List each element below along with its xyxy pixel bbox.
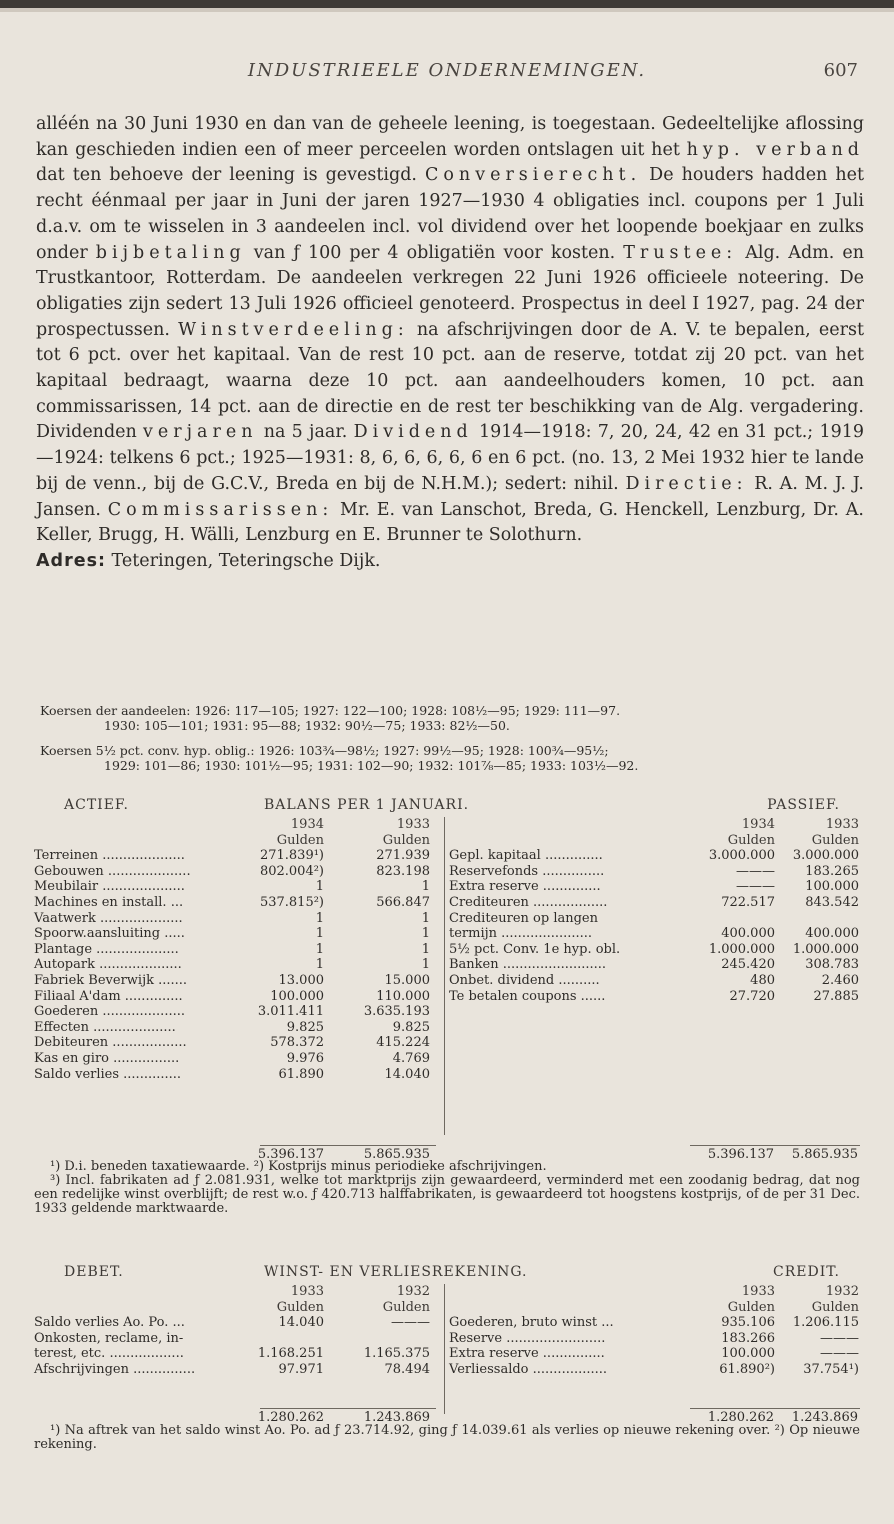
row-value-1: 100.000 <box>270 988 324 1004</box>
row-label: Terreinen .................... <box>34 848 185 864</box>
passief-heading: PASSIEF. <box>767 797 840 813</box>
row-value-1: 27.720 <box>729 988 775 1004</box>
unit-label: Gulden <box>382 1299 430 1315</box>
unit-label: Gulden <box>727 832 775 848</box>
unit-header-row <box>449 833 865 849</box>
table-row <box>34 1315 434 1331</box>
row-value-1: 183.266 <box>721 1330 775 1346</box>
row-label: Crediteuren op langen <box>449 910 598 926</box>
table-row <box>449 1315 865 1331</box>
row-value-2: 1 <box>421 941 430 957</box>
spaced-term: Conversierecht. <box>425 165 642 186</box>
row-label: Saldo verlies .............. <box>34 1066 182 1082</box>
table-row <box>34 989 434 1005</box>
row-value-2: 415.224 <box>376 1035 430 1051</box>
actief-total-1934: 5.396.137 <box>257 1147 324 1162</box>
row-label: Banken ......................... <box>449 957 607 973</box>
table-row <box>34 911 434 927</box>
year-header-row <box>34 1284 434 1300</box>
row-value-2: 9.825 <box>392 1019 430 1035</box>
row-value-2: 843.542 <box>805 894 859 910</box>
row-value-2: 78.494 <box>384 1361 430 1377</box>
body-text-run: dat ten behoeve der leening is gevestigd. <box>36 165 425 186</box>
row-label: Goederen, bruto winst ... <box>449 1315 614 1331</box>
table-row <box>449 1346 865 1362</box>
row-value-1: 61.890²) <box>719 1361 775 1377</box>
credit-total-1932: 1.243.869 <box>791 1410 858 1425</box>
credit-heading: CREDIT. <box>773 1264 840 1280</box>
table-row <box>34 926 434 942</box>
body-text-run: R. A. M. J. J. Jansen. <box>36 473 864 520</box>
row-label: 5½ pct. Conv. 1e hyp. obl. <box>449 941 621 957</box>
row-value-1: 271.839¹) <box>259 848 324 864</box>
row-value-1: 1 <box>315 941 324 957</box>
row-value-1: 802.004²) <box>259 863 324 879</box>
table-row <box>449 926 865 942</box>
spaced-term: Dividend <box>353 422 473 443</box>
page-header <box>0 60 894 88</box>
row-label: Kas en giro ................ <box>34 1050 180 1066</box>
bond-prices-line-2: 1929: 101—86; 1930: 101½—95; 1931: 102—90; 1932: 101⅞—85; 1933: 103½—92. <box>104 758 639 773</box>
row-label: Meubilair .................... <box>34 879 185 895</box>
credit-total-1933: 1.280.262 <box>707 1410 774 1425</box>
footnote-1-2: ¹) D.i. beneden taxatiewaarde. ²) Kostprijs minus periodieke afschrijvingen. <box>50 1159 547 1174</box>
address-label: Adres: <box>36 550 106 571</box>
unit-label: Gulden <box>382 832 430 848</box>
row-value-1: 1.000.000 <box>708 941 775 957</box>
table-row <box>449 895 865 911</box>
passief-total-1933: 5.865.935 <box>791 1147 858 1162</box>
table-row <box>449 1362 865 1378</box>
row-label: Extra reserve ............... <box>449 1346 605 1362</box>
unit-label: Gulden <box>811 1299 859 1315</box>
row-label: Reserve ........................ <box>449 1330 606 1346</box>
row-value-2: ——— <box>820 1346 859 1362</box>
row-label: Gepl. kapitaal .............. <box>449 848 603 864</box>
row-label: Debiteuren .................. <box>34 1035 187 1051</box>
row-value-2: ——— <box>820 1330 859 1346</box>
actief-heading: ACTIEF. <box>64 797 129 813</box>
year-1932: 1932 <box>825 1284 859 1299</box>
row-value-2: 1 <box>421 957 430 973</box>
row-label: Crediteuren .................. <box>449 894 608 910</box>
row-value-2: 2.460 <box>821 972 859 988</box>
year-1933: 1933 <box>825 817 859 832</box>
row-value-2: 4.769 <box>392 1050 430 1066</box>
table-row <box>34 879 434 895</box>
year-1934: 1934 <box>290 817 324 832</box>
spaced-term: bijbetaling <box>95 242 246 263</box>
table-row <box>34 957 434 973</box>
table-row <box>34 1067 434 1083</box>
table-row <box>34 895 434 911</box>
spaced-term: Winstverdeeling: <box>178 319 409 340</box>
row-value-1: 1 <box>315 879 324 895</box>
actief-total-rule <box>260 1145 436 1146</box>
table-row <box>34 848 434 864</box>
table-row <box>449 942 865 958</box>
debet-heading: DEBET. <box>64 1264 124 1280</box>
year-header-row <box>449 817 865 833</box>
body-text-run: Mr. E. van Lanschot, Breda, G. Henckell, Lenzburg, Dr. A. Keller, Brugg, H. Wälli, Lenzburg en E. Brunner te Solothurn. <box>36 499 864 546</box>
row-value-1: 480 <box>750 972 775 988</box>
row-label: Vaatwerk .................... <box>34 910 183 926</box>
row-value-1: 537.815²) <box>259 894 324 910</box>
row-label: Verliessaldo .................. <box>449 1361 608 1377</box>
balance-sheet <box>34 797 860 1163</box>
row-value-1: 9.825 <box>286 1019 324 1035</box>
body-text-run: Alg. Adm. en Trustkantoor, Rotterdam. De aandeelen verkregen 22 Juni 1926 officieele noteering. De obligaties zijn sedert 13 Juli 1926 officieel genoteerd. Prospectus in deel I 1927, pag. 24 der prospectussen. <box>36 242 864 340</box>
row-value-1: 61.890 <box>278 1066 324 1082</box>
row-value-1: 1.168.251 <box>257 1346 324 1362</box>
debet-total-rule <box>260 1408 436 1409</box>
profit-loss-account <box>34 1264 860 1426</box>
balance-title: BALANS PER 1 JANUARI. <box>264 797 470 813</box>
row-value-1: 100.000 <box>721 1346 775 1362</box>
debet-column <box>34 1284 434 1378</box>
row-value-1: 578.372 <box>270 1035 324 1051</box>
row-value-1: 400.000 <box>721 926 775 942</box>
row-value-2: 15.000 <box>384 972 430 988</box>
table-row <box>449 911 865 927</box>
bond-prices-line-1: Koersen 5½ pct. conv. hyp. oblig.: 1926: 103¾—98½; 1927: 99½—95; 1928: 100¾—95½; <box>40 743 609 758</box>
year-1934: 1934 <box>741 817 775 832</box>
balance-footnotes <box>34 1160 860 1216</box>
page-number: 607 <box>823 60 858 81</box>
row-value-2: 1 <box>421 910 430 926</box>
company-description <box>36 112 864 575</box>
unit-header-row <box>449 1300 865 1316</box>
table-row <box>449 973 865 989</box>
table-row <box>449 879 865 895</box>
table-row <box>34 864 434 880</box>
spaced-term: verjaren <box>143 422 258 443</box>
row-value-2: 1 <box>421 926 430 942</box>
body-text-run: na 5 jaar. <box>257 422 354 443</box>
row-label: Spoorw.aansluiting ..... <box>34 926 185 942</box>
row-value-1: 3.011.411 <box>257 1004 324 1020</box>
profit-loss-title: WINST- EN VERLIESREKENING. <box>264 1264 528 1280</box>
row-value-2: 3.635.193 <box>363 1004 430 1020</box>
footnote-pl: ¹) Na aftrek van het saldo winst Ao. Po. ad ƒ 23.714.92, ging ƒ 14.039.61 als verlies op nieuwe rekening over. ²) Op nieuwe rekening. <box>34 1423 860 1452</box>
row-value-2: 27.885 <box>813 988 859 1004</box>
passief-total-1934: 5.396.137 <box>707 1147 774 1162</box>
row-value-1: 722.517 <box>721 894 775 910</box>
unit-header-row <box>34 833 434 849</box>
row-value-2: 1.165.375 <box>363 1346 430 1362</box>
table-row <box>449 1331 865 1347</box>
year-1933: 1933 <box>741 1284 775 1299</box>
row-label: Plantage .................... <box>34 941 179 957</box>
unit-label: Gulden <box>276 832 324 848</box>
row-value-1: 1 <box>315 957 324 973</box>
spaced-term: Trustee: <box>623 242 738 263</box>
row-value-2: 37.754¹) <box>803 1361 859 1377</box>
row-value-2: 271.939 <box>376 848 430 864</box>
year-1933: 1933 <box>290 1284 324 1299</box>
row-label: Effecten .................... <box>34 1019 176 1035</box>
row-value-2: ——— <box>391 1315 430 1331</box>
row-value-2: 110.000 <box>376 988 430 1004</box>
body-text-run: na afschrijvingen door de A. V. te bepalen, eerst tot 6 pct. over het kapitaal. Van de rest 10 pct. aan de reserve, totdat zij 20 pct. van het kapitaal bedraagt, waarna deze 10 pct. aan aandeelhouders komen, 10 pct. aan commissarissen, 14 pct. aan de directie en de rest ter beschikking van de Alg. vergadering. Dividenden <box>36 319 864 443</box>
row-value-1: ——— <box>736 879 775 895</box>
row-value-2: 823.198 <box>376 863 430 879</box>
table-row <box>449 957 865 973</box>
body-text-run: alléén na 30 Juni 1930 en dan van de geheele leening, is toegestaan. Gedeeltelijke aflossing kan geschieden indien een of meer perceelen worden ontslagen uit het <box>36 114 864 160</box>
row-label: Extra reserve .............. <box>449 879 601 895</box>
row-value-1: 3.000.000 <box>708 848 775 864</box>
row-value-1: 14.040 <box>278 1315 324 1331</box>
row-value-2: 3.000.000 <box>792 848 859 864</box>
table-row <box>34 1004 434 1020</box>
table-row <box>34 973 434 989</box>
row-value-2: 566.847 <box>376 894 430 910</box>
row-label: Onkosten, reclame, in- <box>34 1330 184 1346</box>
row-label: Filiaal A'dam .............. <box>34 988 183 1004</box>
year-header-row <box>449 1284 865 1300</box>
unit-header-row <box>34 1300 434 1316</box>
share-prices-line-1: Koersen der aandeelen: 1926: 117—105; 1927: 122—100; 1928: 108½—95; 1929: 111—97. <box>40 703 621 718</box>
row-label: Gebouwen .................... <box>34 863 191 879</box>
credit-total-rule <box>690 1408 860 1409</box>
body-text-run: 1914—1918: 7, 20, 24, 42 en 31 pct.; 1919—1924: telkens 6 pct.; 1925—1931: 8, 6, 6, 6, 6, 6 en 6 pct. (no. 13, 2 Mei 1932 hier te lande bij de venn., bij de G.C.V., Breda en bij de N.H.M.); sedert: nihil. <box>36 422 864 494</box>
row-value-1: 935.106 <box>721 1315 775 1331</box>
unit-label: Gulden <box>727 1299 775 1315</box>
table-row <box>449 864 865 880</box>
bond-prices <box>40 743 860 773</box>
unit-label: Gulden <box>811 832 859 848</box>
year-1933: 1933 <box>396 817 430 832</box>
table-row <box>34 1020 434 1036</box>
actief-column <box>34 817 434 1082</box>
table-row <box>34 1331 434 1347</box>
row-label: Saldo verlies Ao. Po. ... <box>34 1315 185 1331</box>
year-header-row <box>34 817 434 833</box>
actief-total-1933: 5.865.935 <box>363 1147 430 1162</box>
row-value-1: 1 <box>315 910 324 926</box>
row-label: Goederen .................... <box>34 1004 185 1020</box>
row-value-1: 13.000 <box>278 972 324 988</box>
row-value-1: 97.971 <box>278 1361 324 1377</box>
scan-edge <box>0 0 894 8</box>
table-row <box>34 1035 434 1051</box>
profit-loss-headings <box>34 1264 860 1284</box>
spaced-term: Commissarissen: <box>107 499 334 520</box>
row-value-2: 14.040 <box>384 1066 430 1082</box>
row-value-1: ——— <box>736 863 775 879</box>
balance-sheet-headings <box>34 797 860 817</box>
row-value-2: 100.000 <box>805 879 859 895</box>
row-value-2: 1 <box>421 879 430 895</box>
address-value: Teteringen, Teteringsche Dijk. <box>105 550 381 571</box>
row-label: termijn ...................... <box>449 926 593 942</box>
row-value-1: 1 <box>315 926 324 942</box>
passief-total-rule <box>690 1145 860 1146</box>
row-value-2: 183.265 <box>805 863 859 879</box>
row-value-1: 245.420 <box>721 957 775 973</box>
running-title: INDUSTRIEELE ONDERNEMINGEN. <box>247 60 647 81</box>
table-row <box>449 989 865 1005</box>
row-value-2: 400.000 <box>805 926 859 942</box>
table-row <box>449 848 865 864</box>
table-row <box>34 1051 434 1067</box>
body-text-run: van ƒ 100 per 4 obligatiën voor kosten. <box>245 242 624 263</box>
row-label: Afschrijvingen ............... <box>34 1361 196 1377</box>
row-label: Te betalen coupons ...... <box>449 988 606 1004</box>
row-value-1: 9.976 <box>286 1050 324 1066</box>
unit-label: Gulden <box>276 1299 324 1315</box>
row-label: terest, etc. .................. <box>34 1346 184 1362</box>
debet-total-1932: 1.243.869 <box>363 1410 430 1425</box>
share-prices-line-2: 1930: 105—101; 1931: 95—88; 1932: 90½—75; 1933: 82½—50. <box>104 718 510 733</box>
row-label: Fabriek Beverwijk ....... <box>34 972 188 988</box>
row-value-2: 1.000.000 <box>792 941 859 957</box>
spaced-term: Directie: <box>625 473 748 494</box>
table-row <box>34 942 434 958</box>
row-label: Onbet. dividend .......... <box>449 972 600 988</box>
debet-total-1933: 1.280.262 <box>257 1410 324 1425</box>
profit-loss-footnotes <box>34 1424 860 1452</box>
spaced-term: hyp. verband <box>686 139 865 160</box>
table-row <box>34 1362 434 1378</box>
row-value-2: 308.783 <box>805 957 859 973</box>
table-row <box>34 1346 434 1362</box>
year-1932: 1932 <box>396 1284 430 1299</box>
scan-edge-shadow <box>0 8 894 12</box>
row-label: Machines en install. ... <box>34 894 184 910</box>
row-label: Autopark .................... <box>34 957 182 973</box>
row-label: Reservefonds ............... <box>449 863 605 879</box>
body-text-run: De houders hadden het recht éénmaal per jaar in Juni der jaren 1927—1930 4 obligaties incl. coupons per 1 Juli d.a.v. om te wisselen in 3 aandeelen incl. vol dividend over het loopende boekjaar en zulks onder <box>36 165 864 263</box>
passief-column <box>444 817 865 1135</box>
footnote-3: ³) Incl. fabrikaten ad ƒ 2.081.931, welke tot marktprijs zijn gewaardeerd, verminderd met een zoodanig bedrag, dat nog een redelijke winst overblijft; de rest w.o. ƒ 420.713 halffabrikaten, is gewaardeerd tot hoogstens kostprijs, of de per 31 Dec. 1933 geldende marktwaarde. <box>34 1173 860 1216</box>
share-prices <box>40 703 860 733</box>
row-value-2: 1.206.115 <box>792 1315 859 1331</box>
credit-column <box>444 1284 865 1414</box>
